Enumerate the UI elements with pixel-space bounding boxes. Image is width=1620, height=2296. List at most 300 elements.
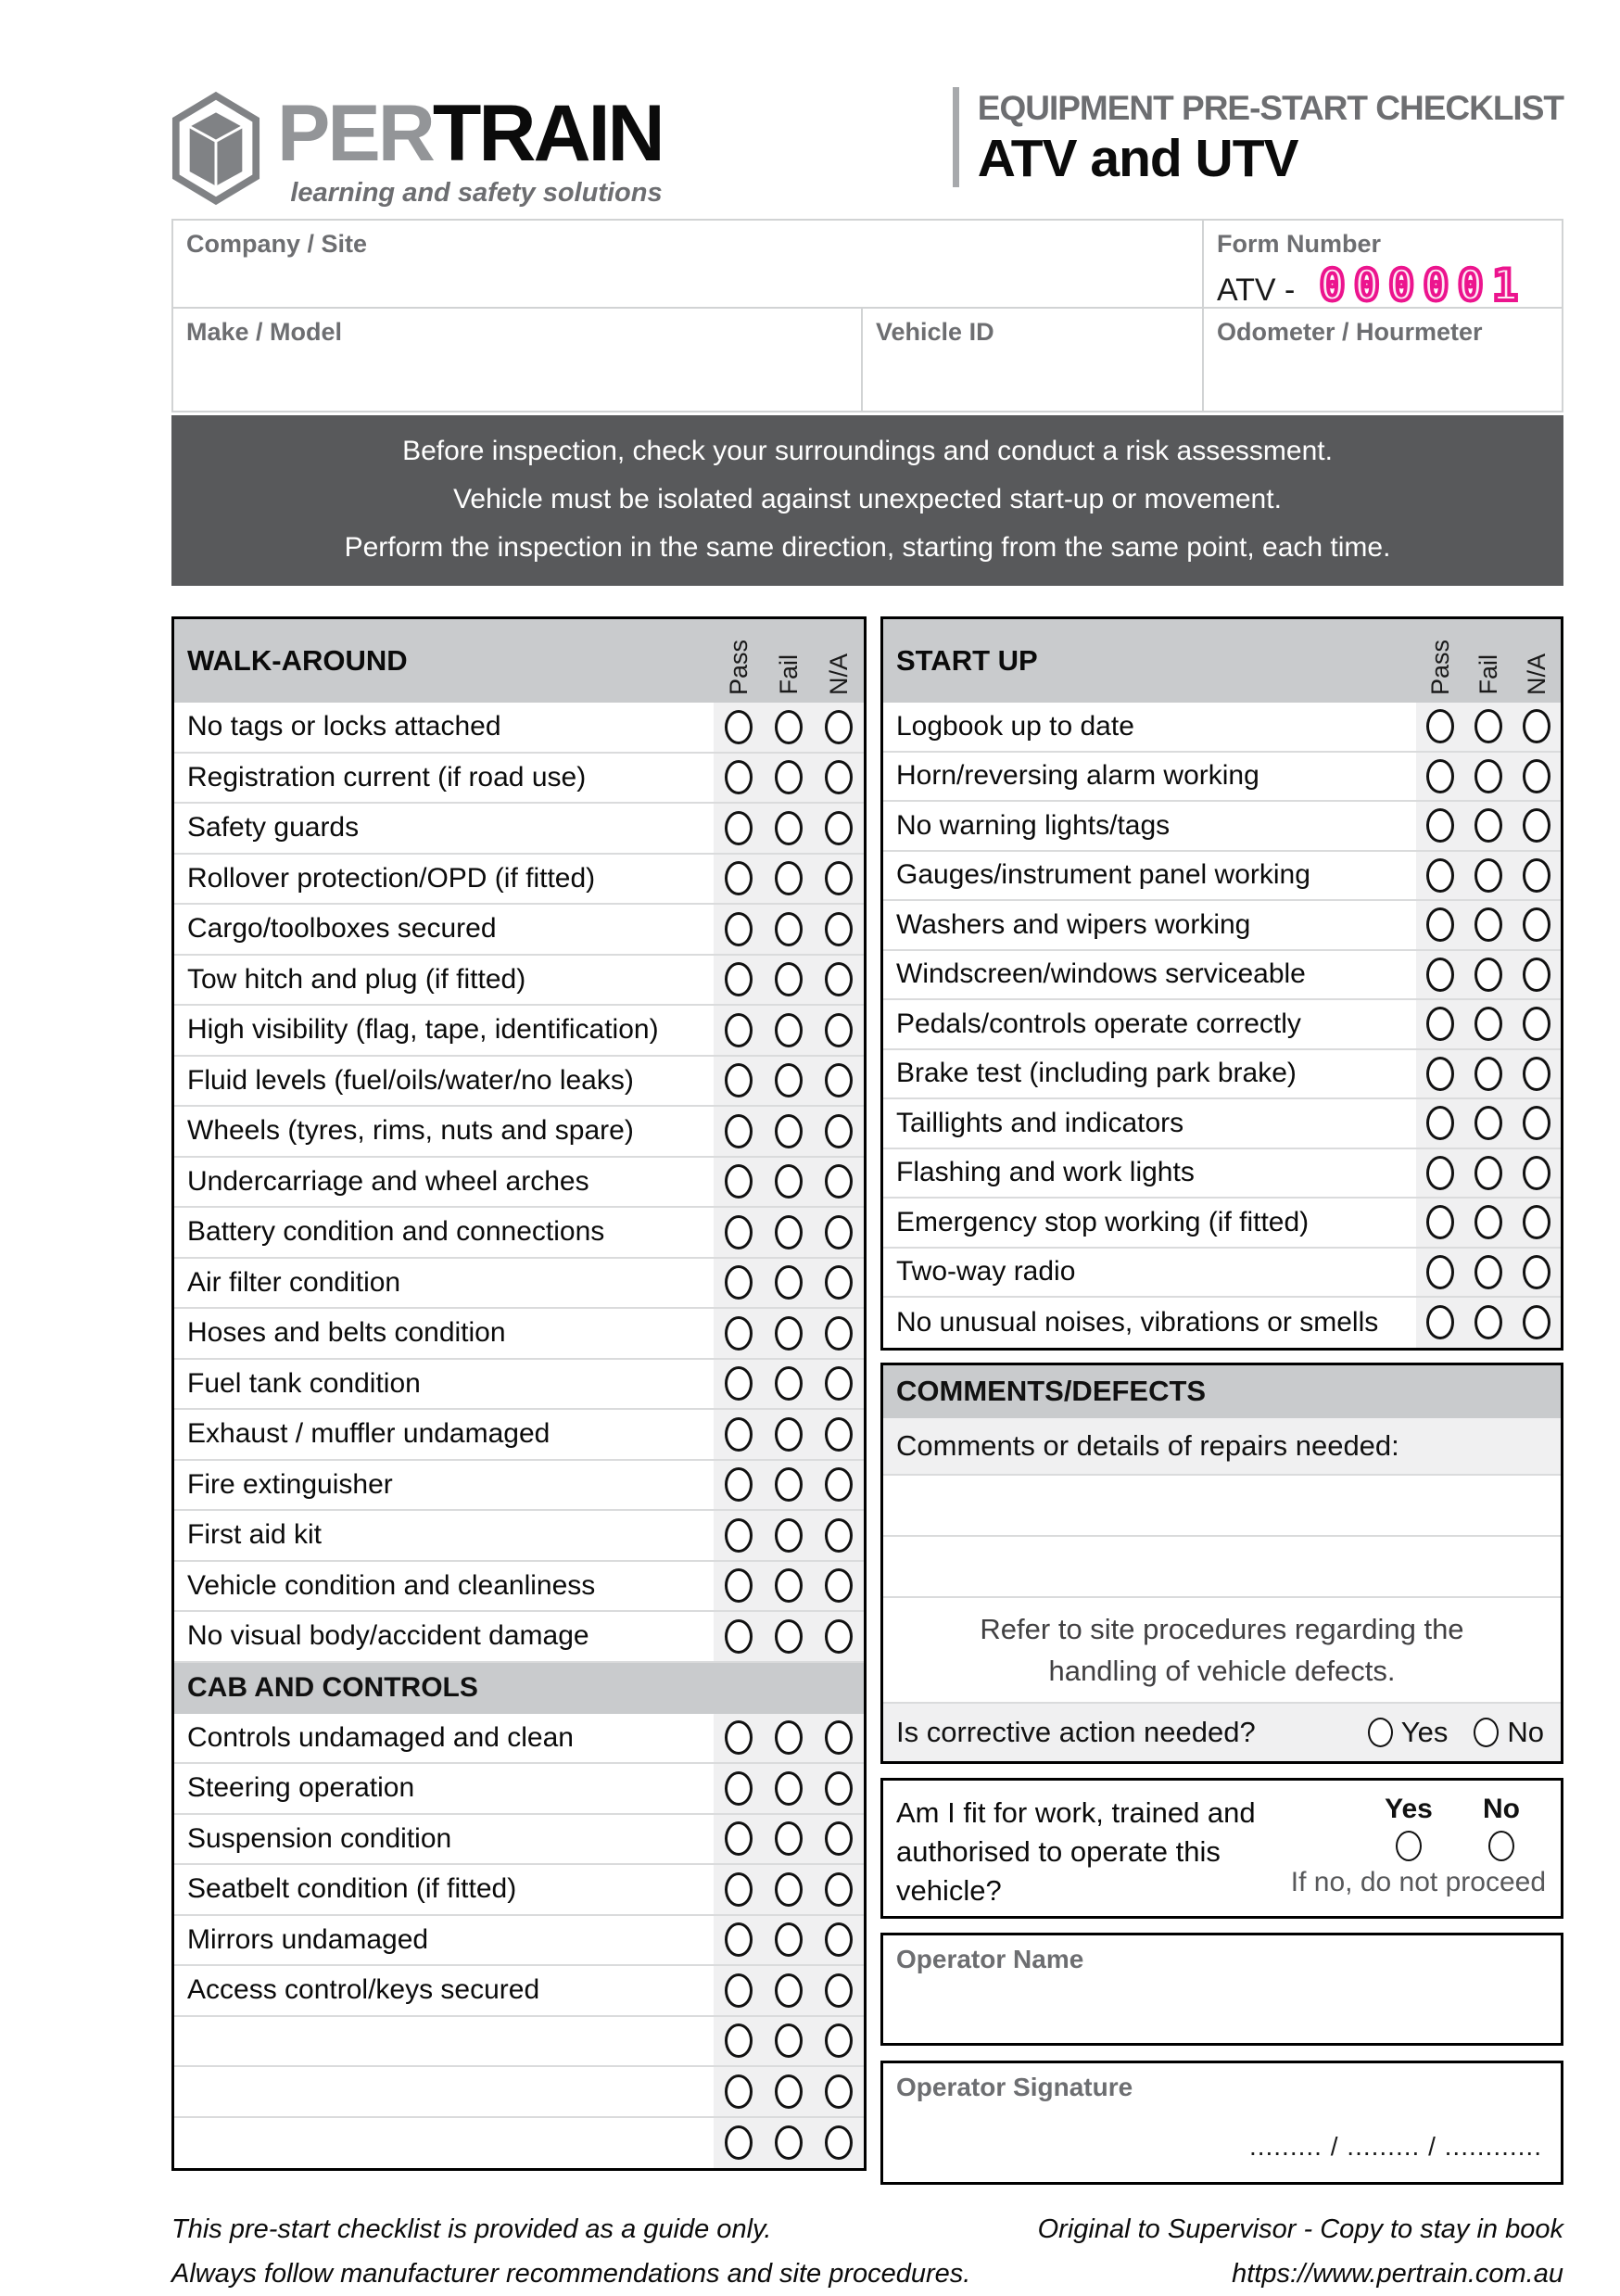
pass-circle[interactable] xyxy=(1426,1305,1454,1339)
pass-circle[interactable] xyxy=(725,710,753,744)
checklist-row xyxy=(174,1916,864,1967)
pass-circle[interactable] xyxy=(1426,1057,1454,1091)
footer-guide-note: This pre-start checklist is provided as a guide only. xyxy=(171,2214,772,2244)
cab-and-controls-subheader: CAB AND CONTROLS xyxy=(174,1663,864,1714)
fail-circle[interactable] xyxy=(775,710,803,744)
na-circle[interactable] xyxy=(1523,709,1550,743)
fail-circle[interactable] xyxy=(1474,1205,1502,1239)
warning-line-2: Vehicle must be isolated against unexpected start-up or movement. xyxy=(453,484,1282,514)
defects-note-line-2: handling of vehicle defects. xyxy=(1048,1654,1396,1687)
warning-line-1: Before inspection, check your surroundings and conduct a risk assessment. xyxy=(402,436,1333,466)
item-label: Tow hitch and plug (if fitted) xyxy=(187,963,526,995)
pass-circle[interactable] xyxy=(725,1467,753,1502)
footer-website-link[interactable]: https://www.pertrain.com.au xyxy=(1232,2258,1563,2289)
na-circle[interactable] xyxy=(825,760,853,794)
na-circle[interactable] xyxy=(825,1568,853,1603)
fail-circle[interactable] xyxy=(775,1973,803,2008)
rating-circles xyxy=(714,1158,864,1207)
na-circle[interactable] xyxy=(1523,1156,1550,1190)
pass-circle[interactable] xyxy=(725,1215,753,1249)
item-label: Registration current (if road use) xyxy=(187,761,587,793)
na-circle[interactable] xyxy=(1523,808,1550,843)
rating-circles xyxy=(714,1511,864,1560)
pass-circle[interactable] xyxy=(725,1568,753,1603)
logo-wordmark xyxy=(277,82,663,209)
fail-circle[interactable] xyxy=(775,1771,803,1806)
checklist-row xyxy=(883,753,1561,803)
defects-note-line-1: Refer to site procedures regarding the xyxy=(980,1612,1464,1645)
checklist-row xyxy=(174,2067,864,2118)
comments-prompt: Comments or details of repairs needed: xyxy=(883,1418,1561,1476)
pass-circle[interactable] xyxy=(725,861,753,895)
na-circle[interactable] xyxy=(825,1164,853,1199)
item-label xyxy=(174,2118,714,2169)
company-site-field[interactable] xyxy=(173,221,1204,307)
pass-circle[interactable] xyxy=(725,1821,753,1856)
form-number-field xyxy=(1204,221,1562,311)
pass-circle[interactable] xyxy=(725,1063,753,1097)
rating-circles xyxy=(714,1865,864,1914)
checklist-row xyxy=(174,855,864,906)
pass-circle[interactable] xyxy=(1426,1255,1454,1289)
fail-circle[interactable] xyxy=(775,1316,803,1351)
na-circle[interactable] xyxy=(1523,1106,1550,1140)
rating-circles xyxy=(714,1208,864,1257)
fail-circle[interactable] xyxy=(775,1366,803,1401)
pass-circle[interactable] xyxy=(725,2023,753,2058)
fail-circle[interactable] xyxy=(775,1215,803,1249)
checklist-row xyxy=(174,804,864,855)
pass-circle[interactable] xyxy=(725,1922,753,1957)
na-circle[interactable] xyxy=(825,962,853,996)
checklist-row xyxy=(174,754,864,805)
walk-around-title: WALK-AROUND xyxy=(187,644,408,677)
item-label: Taillights and indicators xyxy=(896,1107,1184,1138)
pass-circle[interactable] xyxy=(725,1771,753,1806)
fail-circle[interactable] xyxy=(775,1518,803,1553)
form-fields-row-2 xyxy=(173,309,1562,411)
na-circle[interactable] xyxy=(825,2125,853,2160)
pass-circle[interactable] xyxy=(725,1417,753,1452)
operator-signature-label: Operator Signature xyxy=(896,2072,1133,2101)
form-number-value: 000001 xyxy=(1319,260,1527,311)
fail-circle[interactable] xyxy=(775,760,803,794)
item-label: Seatbelt condition (if fitted) xyxy=(187,1873,517,1905)
rating-circles xyxy=(714,1006,864,1055)
checklist-row xyxy=(174,1612,864,1663)
corrective-action-row xyxy=(883,1704,1561,1761)
na-circle[interactable] xyxy=(825,1114,853,1148)
item-label: Rollover protection/OPD (if fitted) xyxy=(187,862,596,894)
na-circle[interactable] xyxy=(825,1619,853,1654)
pass-circle[interactable] xyxy=(1426,907,1454,942)
vehicle-id-label: Vehicle ID xyxy=(876,318,994,346)
na-circle[interactable] xyxy=(825,861,853,895)
document-title-main: ATV and UTV xyxy=(977,129,1298,188)
fail-circle[interactable] xyxy=(775,1417,803,1452)
checklist-row xyxy=(883,802,1561,852)
pass-circle[interactable] xyxy=(1426,1205,1454,1239)
footer-distribution-note: Original to Supervisor - Copy to stay in book xyxy=(1037,2214,1563,2244)
item-label: Pedals/controls operate correctly xyxy=(896,1008,1301,1039)
fail-circle[interactable] xyxy=(775,1265,803,1300)
pass-circle[interactable] xyxy=(1426,808,1454,843)
pass-circle[interactable] xyxy=(725,1013,753,1047)
pass-circle[interactable] xyxy=(725,1265,753,1300)
na-circle[interactable] xyxy=(825,1417,853,1452)
na-circle[interactable] xyxy=(825,1467,853,1502)
checklist-row xyxy=(883,951,1561,1001)
na-circle[interactable] xyxy=(825,912,853,946)
operator-signature-box[interactable] xyxy=(880,2061,1563,2185)
fail-circle[interactable] xyxy=(1474,808,1502,843)
na-circle[interactable] xyxy=(825,1821,853,1856)
start-up-column xyxy=(880,616,1563,2185)
pass-circle[interactable] xyxy=(1426,709,1454,743)
pass-column-header: Pass xyxy=(724,639,753,695)
fail-circle[interactable] xyxy=(1474,858,1502,893)
checklist-row xyxy=(174,1006,864,1057)
fail-circle[interactable] xyxy=(775,2074,803,2109)
item-label: Air filter condition xyxy=(187,1266,401,1298)
na-column-header: N/A xyxy=(824,653,853,695)
pass-circle[interactable] xyxy=(725,1114,753,1148)
rating-circles xyxy=(1416,1149,1561,1198)
rating-circles xyxy=(714,2118,864,2169)
na-circle[interactable] xyxy=(1523,1057,1550,1091)
fail-circle[interactable] xyxy=(1474,1305,1502,1339)
pertrain-logo xyxy=(171,82,663,211)
item-label: No tags or locks attached xyxy=(187,711,501,742)
rating-column-headers xyxy=(714,619,864,703)
fail-circle[interactable] xyxy=(775,1114,803,1148)
item-label: No unusual noises, vibrations or smells xyxy=(896,1306,1379,1338)
item-label: Vehicle condition and cleanliness xyxy=(187,1569,596,1601)
checklist-row xyxy=(174,1309,864,1360)
item-label: Emergency stop working (if fitted) xyxy=(896,1206,1310,1237)
fail-circle[interactable] xyxy=(775,1720,803,1755)
pass-circle[interactable] xyxy=(1426,858,1454,893)
rating-circles xyxy=(1416,1298,1561,1348)
checklist-row xyxy=(883,1099,1561,1149)
rating-circles xyxy=(714,1309,864,1358)
rating-circles xyxy=(1416,1099,1561,1148)
item-label: Hoses and belts condition xyxy=(187,1317,506,1349)
checklist-row xyxy=(174,1158,864,1209)
page-footer xyxy=(171,2207,1563,2296)
item-label: Access control/keys secured xyxy=(187,1974,540,2006)
vehicle-id-field[interactable] xyxy=(863,309,1204,411)
rating-circles xyxy=(1416,951,1561,999)
fail-circle[interactable] xyxy=(775,962,803,996)
fit-caption: If no, do not proceed xyxy=(1290,1866,1546,1897)
checklist-row xyxy=(174,1966,864,2017)
item-label: Horn/reversing alarm working xyxy=(896,760,1259,792)
fail-circle[interactable] xyxy=(1474,1255,1502,1289)
fail-circle[interactable] xyxy=(775,1467,803,1502)
item-label: Two-way radio xyxy=(896,1256,1076,1288)
pass-circle[interactable] xyxy=(725,912,753,946)
pass-circle[interactable] xyxy=(1426,958,1454,992)
rating-circles xyxy=(714,2067,864,2116)
form-fields-table xyxy=(171,219,1563,412)
fail-circle[interactable] xyxy=(1474,709,1502,743)
fit-yes-label: Yes xyxy=(1385,1793,1433,1824)
na-circle[interactable] xyxy=(825,1215,853,1249)
pass-circle[interactable] xyxy=(1426,759,1454,793)
item-label: Safety guards xyxy=(187,812,360,844)
page-header xyxy=(171,82,1563,219)
corrective-action-options xyxy=(1368,1716,1544,1749)
na-circle[interactable] xyxy=(825,1063,853,1097)
logo-text xyxy=(277,82,663,185)
fail-circle[interactable] xyxy=(775,861,803,895)
checklist-row xyxy=(883,703,1561,753)
checklist-row xyxy=(174,1562,864,1613)
fit-for-work-options xyxy=(1291,1794,1546,1907)
fail-circle[interactable] xyxy=(775,1164,803,1199)
make-model-label: Make / Model xyxy=(186,318,343,346)
pass-circle[interactable] xyxy=(725,1720,753,1755)
na-circle[interactable] xyxy=(825,2023,853,2058)
start-up-rows xyxy=(883,703,1561,1348)
item-label: Wheels (tyres, rims, nuts and spare) xyxy=(187,1115,634,1147)
fail-circle[interactable] xyxy=(1474,907,1502,942)
pass-circle[interactable] xyxy=(725,1619,753,1654)
item-label: Windscreen/windows serviceable xyxy=(896,958,1306,990)
fail-circle[interactable] xyxy=(775,2023,803,2058)
na-circle[interactable] xyxy=(1523,1255,1550,1289)
comments-input-row[interactable] xyxy=(883,1476,1561,1537)
pass-circle[interactable] xyxy=(725,1518,753,1553)
na-circle[interactable] xyxy=(825,1771,853,1806)
na-circle[interactable] xyxy=(825,1973,853,2008)
item-label: Exhaust / muffler undamaged xyxy=(187,1418,551,1450)
na-circle[interactable] xyxy=(1523,1305,1550,1339)
fit-for-work-box xyxy=(880,1778,1563,1919)
odometer-label: Odometer / Hourmeter xyxy=(1217,318,1483,346)
checklist-row xyxy=(174,1208,864,1259)
fail-circle[interactable] xyxy=(1474,759,1502,793)
item-label: No warning lights/tags xyxy=(896,809,1171,841)
na-circle[interactable] xyxy=(825,811,853,845)
odometer-field[interactable] xyxy=(1204,309,1562,411)
checklist-row xyxy=(174,1511,864,1562)
start-up-table xyxy=(880,616,1563,1351)
rating-circles xyxy=(1416,1000,1561,1048)
checklist-row xyxy=(174,1360,864,1411)
rating-circles xyxy=(714,956,864,1005)
checklist-row xyxy=(883,1050,1561,1100)
corrective-yes-radio[interactable] xyxy=(1368,1718,1393,1747)
checklist-row xyxy=(174,2118,864,2169)
warning-banner xyxy=(171,415,1563,586)
item-label: Flashing and work lights xyxy=(896,1157,1195,1188)
item-label: Steering operation xyxy=(187,1772,415,1804)
corrective-yes-label: Yes xyxy=(1400,1715,1449,1748)
pass-circle[interactable] xyxy=(1426,1106,1454,1140)
start-up-header xyxy=(883,619,1561,703)
fail-circle[interactable] xyxy=(1474,1106,1502,1140)
corrective-no-label: No xyxy=(1507,1715,1544,1748)
item-label: No visual body/accident damage xyxy=(187,1620,589,1652)
make-model-field[interactable] xyxy=(173,309,863,411)
fail-circle[interactable] xyxy=(1474,958,1502,992)
fail-circle[interactable] xyxy=(775,1872,803,1907)
na-circle[interactable] xyxy=(1523,958,1550,992)
checklist-row xyxy=(174,1764,864,1815)
checklist-row xyxy=(174,1410,864,1461)
fail-column-header: Fail xyxy=(774,654,803,695)
fail-circle[interactable] xyxy=(775,1619,803,1654)
item-label: Battery condition and connections xyxy=(187,1216,605,1248)
footer-manufacturer-note: Always follow manufacturer recommendations and site procedures. xyxy=(171,2258,971,2289)
pass-column-header: Pass xyxy=(1425,639,1454,695)
footer-right xyxy=(1038,2207,1563,2296)
item-label: Fire extinguisher xyxy=(187,1468,393,1500)
rating-circles xyxy=(1416,852,1561,900)
checklist-row xyxy=(174,1461,864,1512)
rating-circles xyxy=(714,1107,864,1156)
na-circle[interactable] xyxy=(825,1720,853,1755)
na-circle[interactable] xyxy=(825,1922,853,1957)
rating-circles xyxy=(1416,1249,1561,1297)
logo-text-train: TRAIN xyxy=(432,89,663,178)
na-circle[interactable] xyxy=(1523,1007,1550,1041)
item-label: First aid kit xyxy=(187,1519,323,1551)
rating-circles xyxy=(714,703,864,752)
comments-defects-box xyxy=(880,1363,1563,1764)
pass-circle[interactable] xyxy=(725,1164,753,1199)
na-circle[interactable] xyxy=(825,1316,853,1351)
fail-circle[interactable] xyxy=(775,2125,803,2160)
pass-circle[interactable] xyxy=(725,2074,753,2109)
fail-circle[interactable] xyxy=(775,1568,803,1603)
na-column-header: N/A xyxy=(1522,653,1550,695)
na-circle[interactable] xyxy=(825,1872,853,1907)
rating-circles xyxy=(714,1612,864,1661)
form-number-prefix: ATV - xyxy=(1217,273,1296,308)
checklist-row xyxy=(883,1000,1561,1050)
na-circle[interactable] xyxy=(825,1366,853,1401)
pass-circle[interactable] xyxy=(1426,1007,1454,1041)
rating-circles xyxy=(714,1966,864,2015)
pass-circle[interactable] xyxy=(725,1872,753,1907)
fail-circle[interactable] xyxy=(775,1013,803,1047)
pass-circle[interactable] xyxy=(725,1973,753,2008)
rating-circles xyxy=(714,905,864,954)
item-label: Undercarriage and wheel arches xyxy=(187,1165,589,1197)
na-circle[interactable] xyxy=(825,2074,853,2109)
pass-circle[interactable] xyxy=(725,760,753,794)
checklist-row xyxy=(174,1815,864,1866)
item-label: High visibility (flag, tape, identification) xyxy=(187,1014,659,1046)
na-circle[interactable] xyxy=(1523,907,1550,942)
rating-circles xyxy=(714,1916,864,1965)
warning-line-3: Perform the inspection in the same direction, starting from the same point, each time. xyxy=(344,532,1391,563)
na-circle[interactable] xyxy=(1523,1205,1550,1239)
fail-circle[interactable] xyxy=(1474,1156,1502,1190)
rating-column-headers xyxy=(1416,619,1561,703)
pass-circle[interactable] xyxy=(725,962,753,996)
checklist-row xyxy=(174,956,864,1007)
checklist-row xyxy=(883,1249,1561,1299)
pass-circle[interactable] xyxy=(1426,1156,1454,1190)
na-circle[interactable] xyxy=(825,1013,853,1047)
na-circle[interactable] xyxy=(825,1518,853,1553)
cube-logo-icon xyxy=(171,85,260,211)
na-circle[interactable] xyxy=(1523,759,1550,793)
fail-circle[interactable] xyxy=(775,1821,803,1856)
checklist-row xyxy=(174,1259,864,1310)
comments-input-row[interactable] xyxy=(883,1537,1561,1598)
na-circle[interactable] xyxy=(825,710,853,744)
signature-date-line: ......... / ......... / ............ xyxy=(1248,2131,1542,2161)
operator-name-box[interactable] xyxy=(880,1933,1563,2046)
fit-no-radio[interactable] xyxy=(1488,1831,1514,1861)
item-label: Washers and wipers working xyxy=(896,908,1251,940)
pass-circle[interactable] xyxy=(725,1316,753,1351)
checklist-row xyxy=(174,1865,864,1916)
rating-circles xyxy=(1416,901,1561,949)
fail-circle[interactable] xyxy=(1474,1057,1502,1091)
checklist-row xyxy=(174,2017,864,2068)
rating-circles xyxy=(714,1714,864,1763)
checklist-row xyxy=(883,901,1561,951)
na-circle[interactable] xyxy=(1523,858,1550,893)
rating-circles xyxy=(714,855,864,904)
rating-circles xyxy=(714,754,864,803)
walk-around-header xyxy=(174,619,864,703)
fail-circle[interactable] xyxy=(775,1922,803,1957)
item-label xyxy=(174,2017,714,2066)
walk-around-table xyxy=(171,616,867,2171)
item-label: Fuel tank condition xyxy=(187,1367,421,1399)
rating-circles xyxy=(714,1410,864,1459)
item-label: Gauges/instrument panel working xyxy=(896,859,1310,891)
fit-no-label: No xyxy=(1483,1793,1520,1824)
comments-defects-title: COMMENTS/DEFECTS xyxy=(883,1365,1561,1418)
pass-circle[interactable] xyxy=(725,811,753,845)
fail-circle[interactable] xyxy=(1474,1007,1502,1041)
form-fields-row-1 xyxy=(173,221,1562,309)
fail-circle[interactable] xyxy=(775,912,803,946)
footer-left xyxy=(171,2207,970,2296)
rating-circles xyxy=(714,804,864,853)
pass-circle[interactable] xyxy=(725,1366,753,1401)
pass-circle[interactable] xyxy=(725,2125,753,2160)
fail-circle[interactable] xyxy=(775,1063,803,1097)
walk-around-rows xyxy=(174,703,864,2168)
rating-circles xyxy=(714,1461,864,1510)
checklist-row xyxy=(883,1199,1561,1249)
fit-yes-radio[interactable] xyxy=(1396,1831,1422,1861)
checklist-row xyxy=(174,703,864,754)
checklist-row xyxy=(883,1298,1561,1348)
logo-tagline: learning and safety solutions xyxy=(290,178,663,208)
corrective-action-question: Is corrective action needed? xyxy=(896,1715,1256,1748)
rating-circles xyxy=(714,1057,864,1106)
operator-name-label: Operator Name xyxy=(896,1944,1084,1973)
company-site-label: Company / Site xyxy=(186,230,368,258)
page xyxy=(171,0,1563,2296)
fail-circle[interactable] xyxy=(775,811,803,845)
rating-circles xyxy=(714,1815,864,1864)
fit-for-work-question: Am I fit for work, trained and authorised to operate this vehicle? xyxy=(896,1795,1256,1907)
item-label: Logbook up to date xyxy=(896,710,1134,742)
corrective-no-radio[interactable] xyxy=(1474,1718,1499,1747)
na-circle[interactable] xyxy=(825,1265,853,1300)
